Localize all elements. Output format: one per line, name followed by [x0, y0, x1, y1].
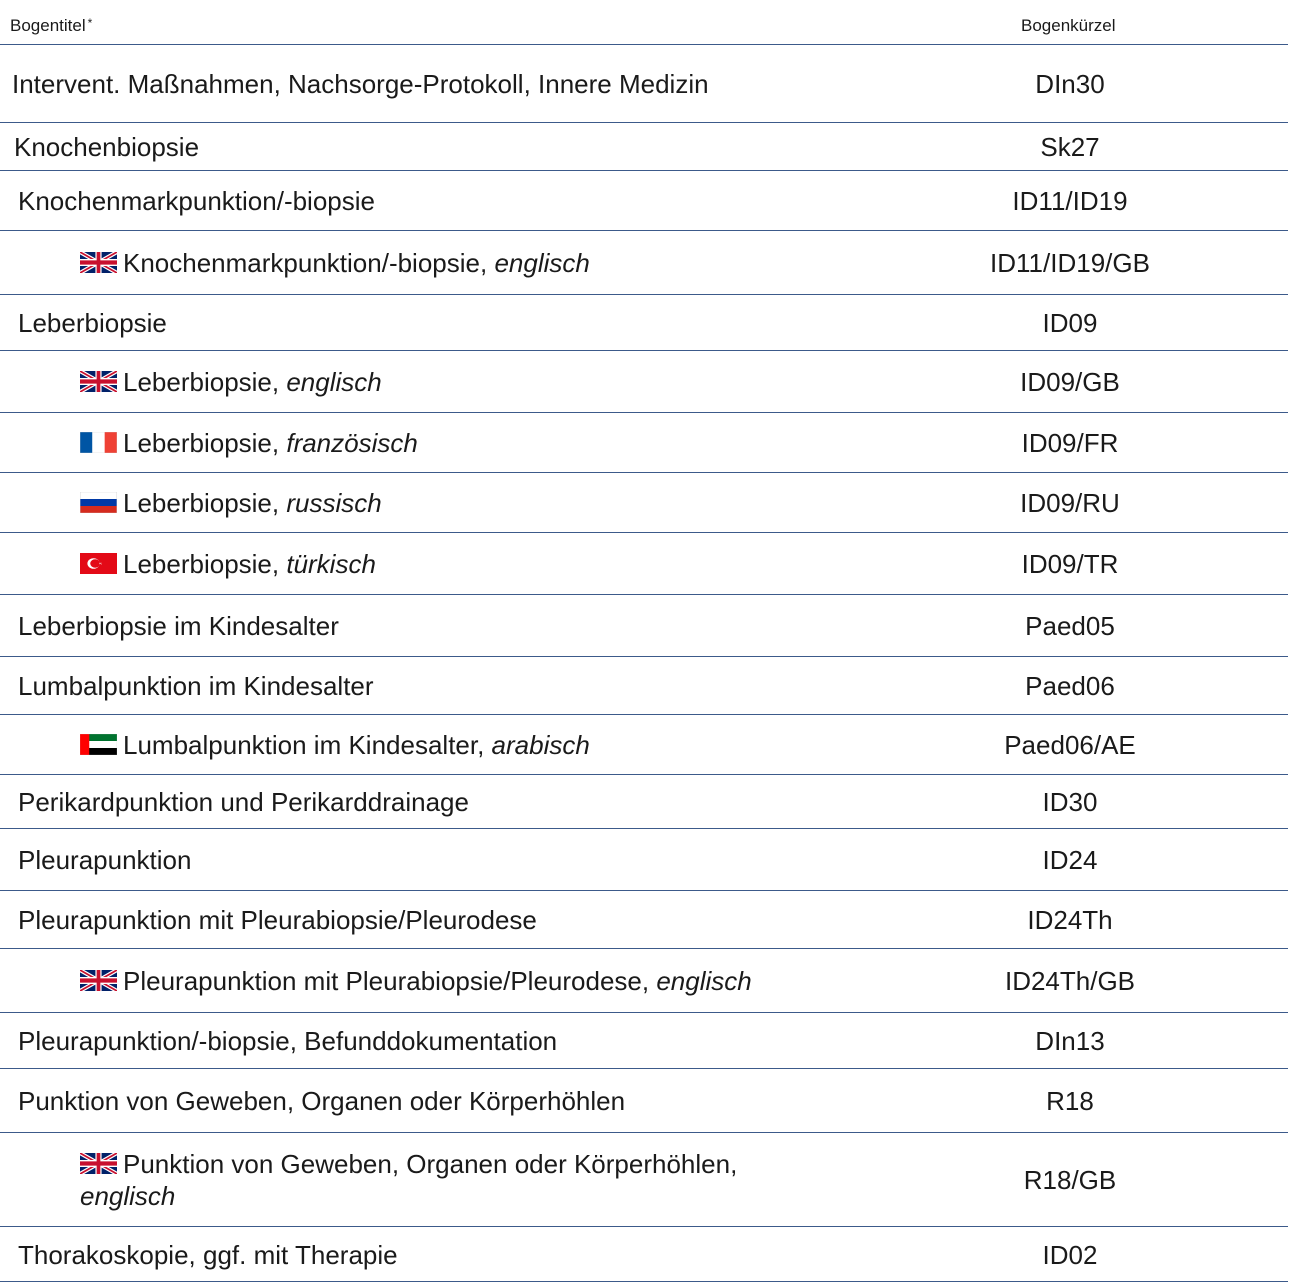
language-label: russisch — [286, 488, 382, 518]
form-code: Sk27 — [1040, 132, 1100, 162]
form-code: R18/GB — [1023, 1165, 1117, 1195]
form-title-text: Punktion von Geweben, Organen oder Körperhöhlen — [18, 1086, 626, 1116]
france-flag-icon — [80, 432, 117, 453]
form-code: ID09/RU — [1020, 488, 1120, 518]
form-title-text: Lumbalpunktion im Kindesalter — [18, 671, 374, 701]
form-title-text: Perikardpunktion und Perikarddrainage — [18, 787, 469, 817]
table-row — [0, 44, 1288, 123]
form-code: R18 — [1046, 1086, 1094, 1116]
form-title-text: Leberbiopsie — [18, 308, 167, 338]
uk-flag-icon — [80, 970, 117, 991]
form-title — [18, 1239, 398, 1271]
form-title — [18, 610, 339, 642]
form-title — [80, 1148, 737, 1212]
table-row — [0, 1068, 1288, 1133]
form-code: ID30 — [1042, 787, 1098, 817]
table-row — [0, 532, 1288, 595]
table-row — [0, 294, 1288, 351]
form-title-text: Punktion von Geweben, Organen oder Körperhöhlen, — [123, 1149, 738, 1179]
form-code: Paed06/AE — [1004, 730, 1136, 760]
language-label: englisch — [286, 367, 382, 397]
form-code: ID11/ID19/GB — [990, 248, 1150, 278]
form-title-text: Pleurapunktion mit Pleurabiopsie/Pleurodese, — [123, 966, 657, 996]
table-row — [0, 472, 1288, 533]
table-row — [0, 828, 1288, 891]
form-title — [18, 904, 537, 936]
form-title — [18, 185, 375, 217]
table-row — [0, 774, 1288, 829]
table-row — [0, 948, 1288, 1013]
table-row — [0, 122, 1288, 171]
form-code: ID24 — [1042, 845, 1098, 875]
form-title — [18, 786, 469, 818]
form-title — [18, 1085, 625, 1117]
uk-flag-icon — [80, 371, 117, 392]
language-label: türkisch — [286, 549, 376, 579]
form-title — [18, 307, 167, 339]
form-title — [80, 548, 376, 580]
turkey-flag-icon — [80, 553, 117, 574]
table-row — [0, 1012, 1288, 1069]
form-title-text: Leberbiopsie, — [123, 367, 287, 397]
footnote-mark: * — [87, 16, 93, 30]
language-label: französisch — [286, 428, 418, 458]
table-row — [0, 714, 1288, 775]
uk-flag-icon — [80, 1153, 117, 1174]
form-title-text: Thorakoskopie, ggf. mit Therapie — [18, 1240, 398, 1270]
form-code: DIn13 — [1035, 1026, 1105, 1056]
form-title — [80, 247, 590, 279]
form-title-text: Leberbiopsie, — [123, 488, 287, 518]
table-row — [0, 230, 1288, 295]
form-code: ID24Th — [1027, 905, 1113, 935]
form-title — [18, 844, 191, 876]
form-title-text: Pleurapunktion/-biopsie, Befunddokumentation — [18, 1026, 558, 1056]
form-title — [80, 729, 590, 761]
form-title-text: Knochenmarkpunktion/-biopsie, — [123, 248, 495, 278]
form-title-text: Leberbiopsie im Kindesalter — [18, 611, 339, 641]
russia-flag-icon — [80, 492, 117, 513]
language-label: arabisch — [491, 730, 590, 760]
form-code: ID02 — [1042, 1240, 1098, 1270]
form-title — [18, 1025, 557, 1057]
table-row — [0, 594, 1288, 657]
form-title-text: Intervent. Maßnahmen, Nachsorge-Protokoll, Innere Medizin — [12, 69, 709, 99]
form-title-text: Pleurapunktion mit Pleurabiopsie/Pleurodese — [18, 905, 537, 935]
form-title — [80, 965, 752, 997]
form-title — [18, 670, 374, 702]
form-title-text: Knochenbiopsie — [14, 132, 200, 162]
table-row — [0, 350, 1288, 413]
form-code: ID24Th/GB — [1004, 966, 1136, 996]
form-code: DIn30 — [1035, 69, 1105, 99]
language-label: englisch — [494, 248, 590, 278]
form-title — [80, 427, 418, 459]
form-title — [14, 131, 199, 163]
uae-flag-icon — [80, 734, 117, 755]
form-title — [80, 366, 382, 398]
form-title-text: Pleurapunktion — [18, 845, 192, 875]
form-title-text: Lumbalpunktion im Kindesalter, — [123, 730, 492, 760]
language-label: englisch — [656, 966, 752, 996]
form-title — [12, 68, 709, 100]
form-title-text: Leberbiopsie, — [123, 428, 287, 458]
language-label: englisch — [80, 1181, 176, 1211]
form-title-text: Knochenmarkpunktion/-biopsie — [18, 186, 375, 216]
form-code: ID09 — [1042, 308, 1098, 338]
table-row — [0, 1226, 1288, 1282]
table-row — [0, 412, 1288, 473]
form-code: ID11/ID19 — [1012, 186, 1128, 216]
form-title — [80, 487, 382, 519]
form-code: ID09/TR — [1021, 549, 1119, 579]
form-title-text: Leberbiopsie, — [123, 549, 287, 579]
column-header-title: Bogentitel * — [10, 16, 93, 35]
form-code: Paed06 — [1025, 671, 1115, 701]
table-row — [0, 1132, 1288, 1227]
table-row — [0, 170, 1288, 231]
table-header — [0, 0, 1288, 45]
table-row — [0, 656, 1288, 715]
form-code: Paed05 — [1025, 611, 1115, 641]
form-code: ID09/FR — [1021, 428, 1119, 458]
table-row — [0, 890, 1288, 949]
uk-flag-icon — [80, 252, 117, 273]
form-code: ID09/GB — [1020, 367, 1120, 397]
column-header-code: Bogenkürzel — [1021, 16, 1116, 35]
